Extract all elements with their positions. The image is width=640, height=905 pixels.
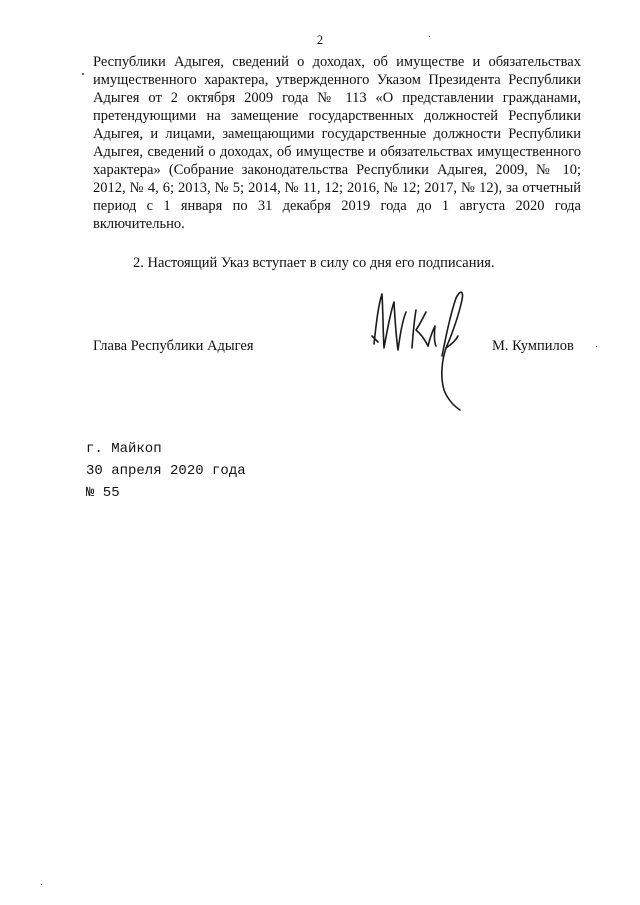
paragraph-2: 2. Настоящий Указ вступает в силу со дня его подписания. bbox=[133, 255, 495, 271]
footer-number: № 55 bbox=[86, 485, 120, 501]
signatory-title: Глава Республики Адыгея bbox=[93, 338, 254, 354]
footer-city: г. Майкоп bbox=[86, 441, 162, 457]
footer-date: 30 апреля 2020 года bbox=[86, 463, 246, 479]
signatory-name: М. Кумпилов bbox=[492, 338, 574, 354]
document-body bbox=[93, 53, 581, 233]
scan-speck bbox=[41, 884, 42, 885]
document-footer bbox=[86, 438, 246, 504]
scan-speck bbox=[429, 36, 430, 37]
page-number: 2 bbox=[316, 33, 324, 47]
handwritten-signature bbox=[368, 286, 488, 418]
continued-paragraph: Республики Адыгея, сведений о доходах, об имуществе и обязательствах имущественного характера, утвержденного Указом Президента Республики Адыгея от 2 октября 2009 года № 113 «О представлении гражданами, претендующими на замещение государственных должностей Республики Адыгея, и лицами, замещающими государственные должности Республики Адыгея, сведений о доходах, об имуществе и обязательствах имущественного характера» (Собрание законодательства Республики Адыгея, 2009, № 10; 2012, № 4, 6; 2013, № 5; 2014, № 11, 12; 2016, № 12; 2017, № 12), за отчетный период с 1 января по 31 декабря 2019 года до 1 августа 2020 года включительно. bbox=[93, 54, 581, 232]
scan-speck bbox=[82, 73, 84, 75]
scan-speck bbox=[596, 346, 597, 347]
